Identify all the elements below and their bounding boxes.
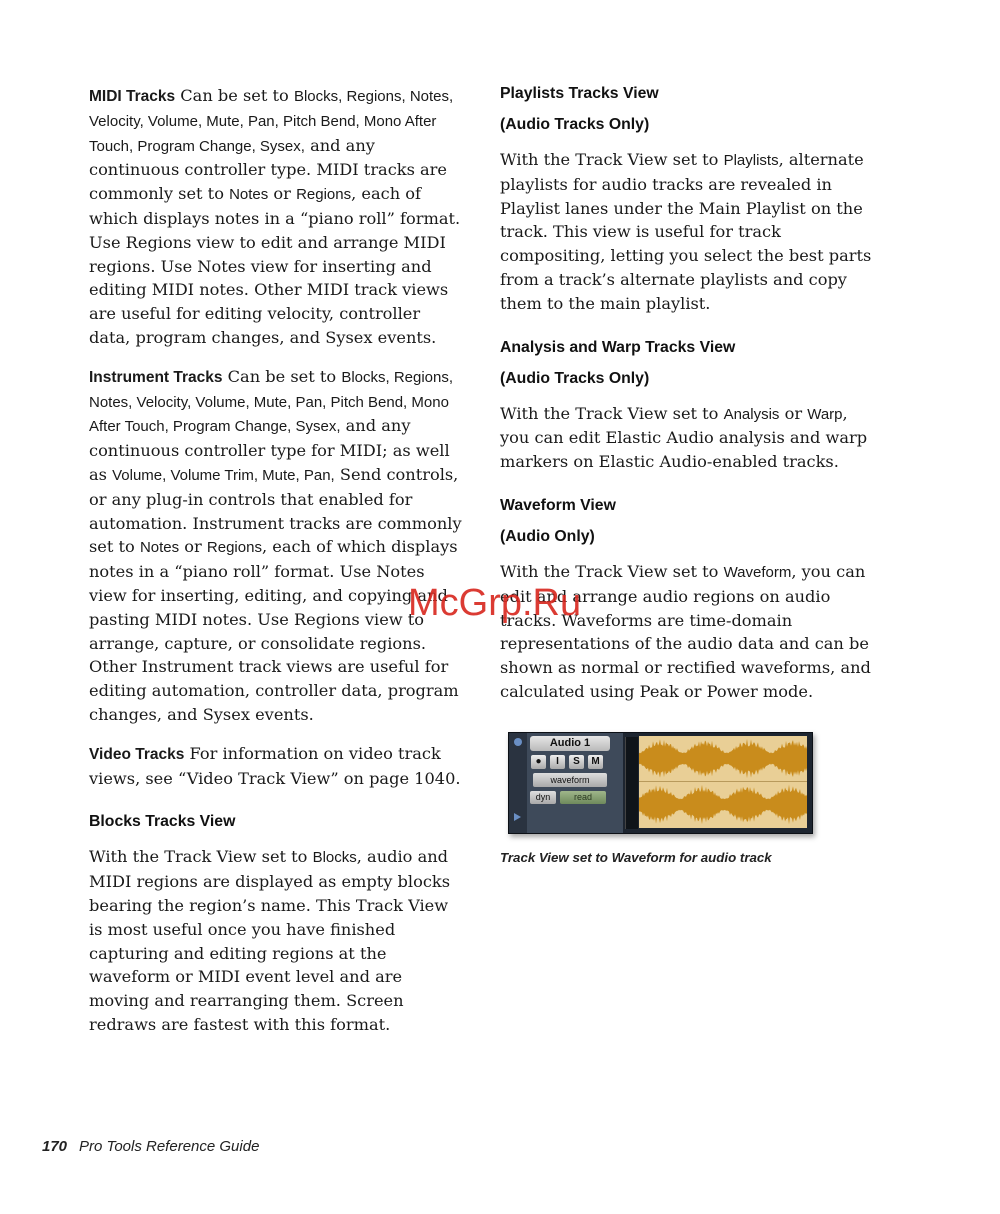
track-controls [527,733,623,833]
keyword-run: Blocks, Regions, Notes, Velocity, Volume, Mute, Pan, Pitch Bend, Mono After Touch, Program Change, Sysex, [89,88,454,155]
waveform-shape [639,739,807,778]
text-run: Can be set to [222,366,342,386]
text-run: Send controls, or any plug-in controls that enabled for automation. Instrument tracks are commonly set to [89,464,462,557]
text-run: Can be set to [175,86,294,105]
right-column [500,84,880,865]
playlists-subheading: (Audio Tracks Only) [500,116,650,133]
text-run: With the Track View set to [89,847,313,867]
video-tracks-lead: Video Tracks [89,745,185,763]
text-run: With the Track View set to [500,561,724,581]
left-column [89,84,465,1052]
waveform-subheading: (Audio Only) [500,527,595,545]
text-run: , you can edit Elastic Audio analysis and warp markers on Elastic Audio-enabled tracks. [500,403,868,472]
playlists-heading: Playlists Tracks View [500,85,659,102]
midi-tracks-paragraph [89,84,465,350]
waveform-lane-right [639,782,807,827]
analysis-subheading: (Audio Tracks Only) [500,369,650,387]
waveform-track-screenshot [508,732,813,834]
keyword-run: Blocks, Regions, Notes, Velocity, Volume, Mute, Pan, Pitch Bend, Mono After Touch, Program Change, Sysex, [89,368,454,436]
keyword-run: Regions [296,186,352,204]
analysis-heading: Analysis and Warp Tracks View [500,338,736,356]
text-run: , each of which displays notes in a “piano roll” format. Use Notes view for inserting, editing, and copying and pasting MIDI notes. Use Regions view to arrange, capture, or consolidate regions. Other Instrument track views are useful for editing automation, controller data, program changes, and Sysex events. [89,537,459,724]
text-run: , alternate playlists for audio tracks are revealed in Playlist lanes under the Main Playlist on the track. This view is useful for track compositing, letting you select the best parts from a track’s alternate playlists and copy them to the main playlist. [500,150,872,313]
text-run: and any continuous controller type for MIDI; as well as [89,416,450,484]
waveform-graphic [639,736,807,781]
waveform-shape [639,784,807,824]
page-footer [42,1138,259,1155]
waveform-graphic [639,782,807,827]
text-run: For information on video track views, see “Video Track View” on page 1040. [89,743,461,788]
keyword-run: Notes [229,186,269,204]
keyword-run: Notes [139,539,180,557]
analysis-paragraph [500,402,880,474]
text-run: With the Track View set to [500,150,724,169]
track-edge-strip [509,733,527,833]
text-run: With the Track View set to [500,403,724,423]
playlists-paragraph [500,148,880,316]
video-tracks-paragraph [89,742,465,791]
page-number: 170 [42,1138,68,1155]
mute-button: M [588,755,603,769]
waveform-heading: Waveform View [500,496,616,514]
record-enable-button: ● [531,755,546,769]
keyword-run: Waveform [723,563,792,581]
watermark-text: McGrp.Ru [408,582,582,624]
input-monitor-button: I [550,755,565,769]
instrument-tracks-paragraph [89,365,465,727]
level-meter [625,737,638,829]
text-run: or [779,403,808,423]
blocks-tracks-paragraph [89,845,465,1036]
track-view-selector: waveform [533,773,607,787]
keyword-run: Volume, Volume Trim, Mute, Pan, [112,466,335,484]
blocks-tracks-heading: Blocks Tracks View [89,813,236,831]
solo-button: S [569,755,584,769]
keyword-run: Warp [807,405,843,423]
keyword-run: Analysis [723,405,780,423]
text-run: or [179,537,207,557]
text-run: , each of which displays notes in a “piano roll” format. Use Regions view to edit and arrange MIDI regions. Use Notes view for inserting and editing MIDI notes. Other MIDI track views are useful for editing velocity, controller data, program changes, and Sysex events. [89,184,461,347]
text-run: , audio and MIDI regions are displayed as empty blocks bearing the region’s name. This Track View is most useful once you have finished capturing and editing regions at the waveform or MIDI event level and are moving and rearranging them. Screen redraws are fastest with this format. [89,847,451,1034]
track-color-icon [514,738,522,746]
track-expand-icons [509,733,527,833]
guide-title: Pro Tools Reference Guide [79,1138,260,1155]
keyword-run: Playlists [723,152,779,169]
automation-mode-selector: read [560,791,606,804]
keyword-run: Blocks [312,849,357,867]
instrument-tracks-lead: Instrument Tracks [89,368,223,386]
waveform-region [639,736,807,828]
expand-arrow-icon [514,813,521,821]
dyn-button: dyn [530,791,556,804]
track-name-field: Audio 1 [530,736,610,751]
keyword-run: Regions [206,539,262,557]
waveform-lane-left [639,736,807,782]
text-run: , you can edit and arrange audio regions on audio tracks. Waveforms are time-domain representations of the audio data and can be shown as normal or rectified waveforms, and calculated using Peak or Power mode. [500,561,871,701]
figure-caption: Track View set to Waveform for audio track [500,849,772,865]
midi-tracks-lead: MIDI Tracks [89,88,176,105]
text-run: or [268,184,297,204]
text-run: and any continuous controller type. MIDI tracks are commonly set to [89,135,447,204]
